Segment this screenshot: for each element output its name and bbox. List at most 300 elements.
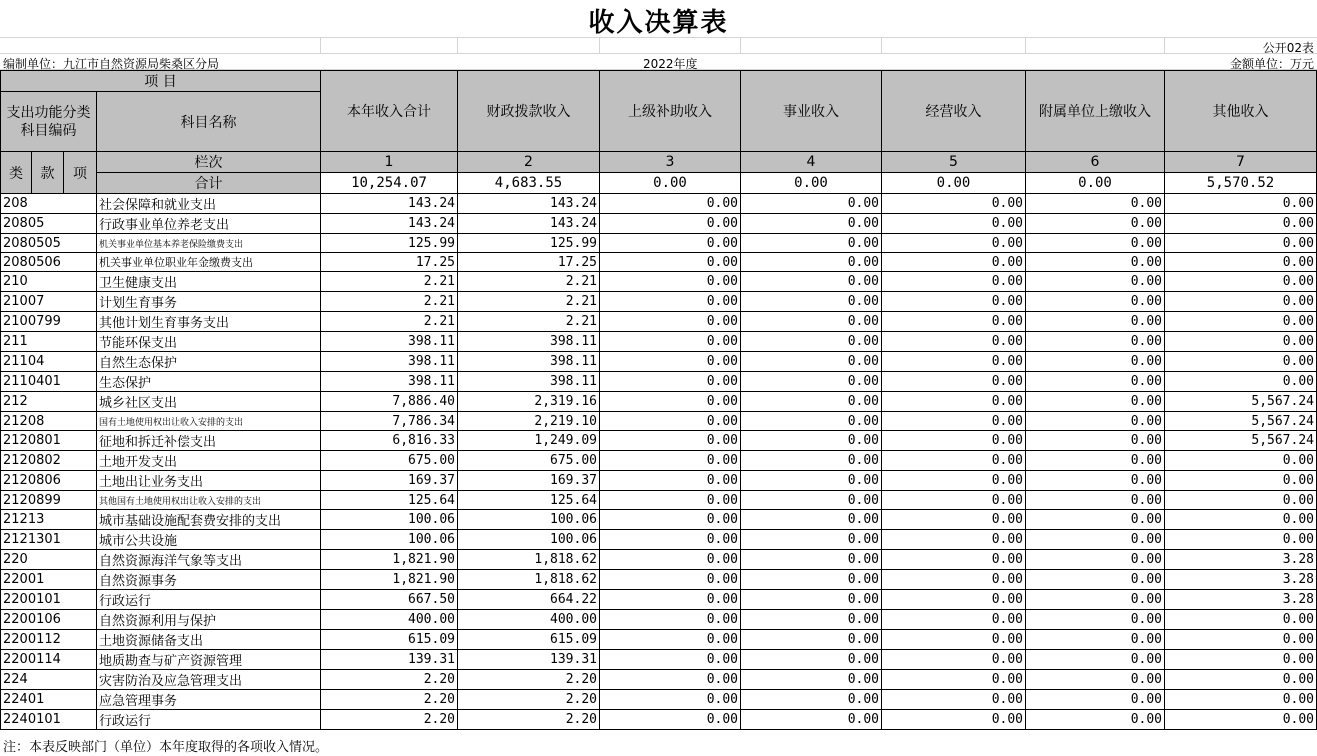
row-value: 100.06 — [321, 510, 458, 530]
row-value: 2.21 — [321, 312, 458, 332]
row-value: 0.00 — [1165, 194, 1317, 214]
row-name: 地质勘查与矿产资源管理 — [97, 650, 321, 670]
row-value: 0.00 — [1165, 292, 1317, 312]
row-code: 2120801 — [1, 431, 97, 451]
header-col-7: 其他收入 — [1165, 71, 1317, 152]
unit-row — [0, 54, 1317, 70]
row-code: 2200112 — [1, 630, 97, 650]
col-num-3: 3 — [600, 152, 741, 173]
row-value: 0.00 — [1165, 690, 1317, 710]
row-name: 计划生育事务 — [97, 292, 321, 312]
row-value: 0.00 — [741, 570, 882, 590]
row-code: 2200101 — [1, 590, 97, 610]
table-row — [1, 630, 1317, 650]
row-value: 0.00 — [882, 710, 1026, 730]
row-value: 675.00 — [458, 451, 600, 471]
total-value: 5,570.52 — [1165, 173, 1317, 194]
row-value: 2.20 — [458, 670, 600, 690]
row-value: 0.00 — [1165, 312, 1317, 332]
footnote: 注：本表反映部门（单位）本年度取得的各项收入情况。 — [3, 740, 329, 755]
row-value: 2.21 — [321, 272, 458, 292]
row-value: 0.00 — [741, 352, 882, 372]
col-num-5: 5 — [882, 152, 1026, 173]
row-value: 1,818.62 — [458, 550, 600, 570]
row-code: 2120802 — [1, 451, 97, 471]
row-value: 0.00 — [1026, 471, 1165, 491]
row-name: 其他国有土地使用权出让收入安排的支出 — [97, 491, 321, 510]
table-row — [1, 610, 1317, 630]
row-value: 0.00 — [1165, 332, 1317, 352]
row-value: 0.00 — [741, 491, 882, 510]
row-value: 0.00 — [1026, 670, 1165, 690]
row-value: 3.28 — [1165, 570, 1317, 590]
total-value: 0.00 — [1026, 173, 1165, 194]
row-value: 0.00 — [741, 372, 882, 392]
table-row — [1, 312, 1317, 332]
row-value: 0.00 — [1026, 610, 1165, 630]
table-row — [1, 590, 1317, 610]
row-value: 0.00 — [741, 194, 882, 214]
table-row — [1, 194, 1317, 214]
row-name: 城乡社区支出 — [97, 392, 321, 412]
row-name: 机关事业单位基本养老保险缴费支出 — [97, 234, 321, 253]
row-value: 0.00 — [600, 292, 741, 312]
row-value: 125.99 — [321, 234, 458, 253]
row-value: 398.11 — [321, 332, 458, 352]
col-num-2: 2 — [458, 152, 600, 173]
header-col-5: 经营收入 — [882, 71, 1026, 152]
row-value: 0.00 — [882, 650, 1026, 670]
row-name: 行政运行 — [97, 710, 321, 730]
row-value: 169.37 — [321, 471, 458, 491]
row-name: 应急管理事务 — [97, 690, 321, 710]
row-value: 0.00 — [882, 630, 1026, 650]
row-value: 0.00 — [1026, 650, 1165, 670]
row-code: 2200114 — [1, 650, 97, 670]
row-value: 0.00 — [1026, 392, 1165, 412]
row-code: 21208 — [1, 412, 97, 431]
row-value: 0.00 — [741, 670, 882, 690]
row-value: 0.00 — [1026, 214, 1165, 234]
table-row — [1, 570, 1317, 590]
row-value: 398.11 — [458, 372, 600, 392]
row-value: 0.00 — [1026, 292, 1165, 312]
row-value: 0.00 — [741, 234, 882, 253]
header-col-3: 上级补助收入 — [600, 71, 741, 152]
row-name: 城市公共设施 — [97, 530, 321, 550]
row-value: 169.37 — [458, 471, 600, 491]
row-value: 0.00 — [741, 451, 882, 471]
row-value: 139.31 — [458, 650, 600, 670]
total-value: 0.00 — [600, 173, 741, 194]
row-value: 0.00 — [741, 630, 882, 650]
row-value: 0.00 — [1026, 372, 1165, 392]
table-row — [1, 530, 1317, 550]
row-value: 5,567.24 — [1165, 392, 1317, 412]
row-code: 21007 — [1, 292, 97, 312]
row-value: 6,816.33 — [321, 431, 458, 451]
row-code: 2100799 — [1, 312, 97, 332]
row-name: 自然生态保护 — [97, 352, 321, 372]
col-num-7: 7 — [1165, 152, 1317, 173]
table-row — [1, 710, 1317, 730]
row-name: 土地开发支出 — [97, 451, 321, 471]
row-value: 0.00 — [741, 412, 882, 431]
row-code: 20805 — [1, 214, 97, 234]
row-value: 0.00 — [882, 610, 1026, 630]
row-value: 0.00 — [1026, 451, 1165, 471]
row-code: 208 — [1, 194, 97, 214]
row-value: 0.00 — [1026, 710, 1165, 730]
row-name: 行政事业单位养老支出 — [97, 214, 321, 234]
row-name: 机关事业单位职业年金缴费支出 — [97, 253, 321, 272]
row-value: 2.20 — [458, 690, 600, 710]
row-value: 7,886.40 — [321, 392, 458, 412]
row-code: 2080505 — [1, 234, 97, 253]
row-value: 0.00 — [1165, 272, 1317, 292]
row-value: 17.25 — [458, 253, 600, 272]
table-row — [1, 253, 1317, 272]
table-row — [1, 234, 1317, 253]
row-value: 0.00 — [882, 690, 1026, 710]
row-value: 2.20 — [321, 670, 458, 690]
row-value: 0.00 — [600, 451, 741, 471]
row-value: 0.00 — [882, 312, 1026, 332]
table-row — [1, 352, 1317, 372]
row-value: 0.00 — [741, 530, 882, 550]
table-row — [1, 214, 1317, 234]
total-value: 4,683.55 — [458, 173, 600, 194]
row-value: 0.00 — [1165, 670, 1317, 690]
row-code: 21104 — [1, 352, 97, 372]
row-value: 0.00 — [1026, 510, 1165, 530]
row-value: 0.00 — [882, 431, 1026, 451]
row-value: 100.06 — [458, 530, 600, 550]
row-value: 143.24 — [321, 194, 458, 214]
row-value: 0.00 — [600, 234, 741, 253]
total-label: 合计 — [97, 173, 321, 194]
row-value: 398.11 — [321, 372, 458, 392]
row-value: 400.00 — [321, 610, 458, 630]
col-num-6: 6 — [1026, 152, 1165, 173]
row-value: 0.00 — [600, 650, 741, 670]
row-value: 0.00 — [1165, 491, 1317, 510]
row-value: 0.00 — [1165, 214, 1317, 234]
row-value: 2.21 — [458, 312, 600, 332]
row-value: 0.00 — [1026, 332, 1165, 352]
title-row — [0, 0, 1317, 38]
row-name: 社会保障和就业支出 — [97, 194, 321, 214]
row-value: 0.00 — [1165, 451, 1317, 471]
row-value: 0.00 — [882, 332, 1026, 352]
row-value: 0.00 — [1026, 491, 1165, 510]
row-value: 0.00 — [882, 510, 1026, 530]
table-row — [1, 451, 1317, 471]
row-code: 210 — [1, 272, 97, 292]
row-value: 0.00 — [882, 550, 1026, 570]
row-value: 0.00 — [1026, 690, 1165, 710]
row-value: 0.00 — [741, 590, 882, 610]
row-value: 667.50 — [321, 590, 458, 610]
total-value: 10,254.07 — [321, 173, 458, 194]
table-row — [1, 292, 1317, 312]
row-value: 0.00 — [882, 372, 1026, 392]
row-value: 0.00 — [600, 530, 741, 550]
header-col-1: 本年收入合计 — [321, 71, 458, 152]
total-value: 0.00 — [882, 173, 1026, 194]
row-value: 0.00 — [741, 292, 882, 312]
row-name: 土地出让业务支出 — [97, 471, 321, 491]
row-value: 0.00 — [882, 392, 1026, 412]
row-value: 0.00 — [1165, 710, 1317, 730]
row-value: 0.00 — [741, 650, 882, 670]
table-body — [1, 194, 1317, 730]
row-value: 0.00 — [1165, 510, 1317, 530]
row-value: 0.00 — [741, 392, 882, 412]
row-value: 0.00 — [1026, 431, 1165, 451]
row-value: 100.06 — [458, 510, 600, 530]
table-row — [1, 670, 1317, 690]
row-value: 2.20 — [458, 710, 600, 730]
row-value: 0.00 — [882, 253, 1026, 272]
row-value: 3.28 — [1165, 590, 1317, 610]
row-value: 0.00 — [741, 471, 882, 491]
row-code: 2120806 — [1, 471, 97, 491]
row-value: 2.21 — [321, 292, 458, 312]
income-table — [0, 70, 1317, 730]
header-name: 科目名称 — [97, 92, 321, 152]
row-value: 5,567.24 — [1165, 412, 1317, 431]
row-code: 2200106 — [1, 610, 97, 630]
header-col-4: 事业收入 — [741, 71, 882, 152]
row-value: 139.31 — [321, 650, 458, 670]
row-code: 2240101 — [1, 710, 97, 730]
row-name: 其他计划生育事务支出 — [97, 312, 321, 332]
row-value: 398.11 — [458, 332, 600, 352]
table-row — [1, 332, 1317, 352]
row-value: 0.00 — [600, 372, 741, 392]
row-value: 0.00 — [1026, 630, 1165, 650]
row-value: 0.00 — [600, 590, 741, 610]
row-value: 0.00 — [1026, 550, 1165, 570]
row-name: 自然资源事务 — [97, 570, 321, 590]
row-value: 2.21 — [458, 292, 600, 312]
col-num-1: 1 — [321, 152, 458, 173]
col-num-4: 4 — [741, 152, 882, 173]
row-value: 0.00 — [600, 510, 741, 530]
row-value: 0.00 — [882, 451, 1026, 471]
row-value: 1,821.90 — [321, 550, 458, 570]
row-value: 3.28 — [1165, 550, 1317, 570]
row-value: 0.00 — [1165, 352, 1317, 372]
row-value: 0.00 — [600, 312, 741, 332]
row-value: 0.00 — [600, 471, 741, 491]
row-value: 0.00 — [1165, 650, 1317, 670]
row-value: 1,249.09 — [458, 431, 600, 451]
row-name: 城市基础设施配套费安排的支出 — [97, 510, 321, 530]
row-value: 0.00 — [1026, 530, 1165, 550]
form-number: 公开02表 — [1262, 41, 1314, 55]
row-value: 0.00 — [741, 690, 882, 710]
row-code: 22401 — [1, 690, 97, 710]
row-name: 土地资源储备支出 — [97, 630, 321, 650]
fiscal-year: 2022年度 — [643, 57, 698, 71]
row-value: 615.09 — [458, 630, 600, 650]
row-value: 100.06 — [321, 530, 458, 550]
row-code: 2120899 — [1, 491, 97, 510]
header-code-group: 支出功能分类科目编码 — [1, 92, 97, 152]
row-value: 0.00 — [1165, 234, 1317, 253]
row-value: 0.00 — [600, 550, 741, 570]
header-xiang: 项 — [64, 152, 97, 194]
row-value: 398.11 — [321, 352, 458, 372]
row-value: 0.00 — [1026, 590, 1165, 610]
row-value: 143.24 — [321, 214, 458, 234]
table-row — [1, 491, 1317, 510]
header-col-6: 附属单位上缴收入 — [1026, 71, 1165, 152]
row-value: 0.00 — [741, 272, 882, 292]
row-value: 0.00 — [600, 670, 741, 690]
row-code: 212 — [1, 392, 97, 412]
row-value: 0.00 — [1026, 352, 1165, 372]
row-value: 0.00 — [600, 491, 741, 510]
row-value: 0.00 — [741, 214, 882, 234]
total-value: 0.00 — [741, 173, 882, 194]
table-row — [1, 650, 1317, 670]
table-row — [1, 471, 1317, 491]
row-name: 行政运行 — [97, 590, 321, 610]
row-value: 0.00 — [600, 194, 741, 214]
row-value: 0.00 — [1026, 272, 1165, 292]
row-value: 0.00 — [882, 491, 1026, 510]
row-value: 0.00 — [1165, 610, 1317, 630]
row-value: 0.00 — [741, 510, 882, 530]
row-value: 0.00 — [600, 710, 741, 730]
row-name: 灾害防治及应急管理支出 — [97, 670, 321, 690]
row-value: 0.00 — [882, 471, 1026, 491]
row-value: 0.00 — [1026, 234, 1165, 253]
row-value: 0.00 — [1165, 253, 1317, 272]
row-value: 0.00 — [1026, 412, 1165, 431]
row-value: 1,818.62 — [458, 570, 600, 590]
row-name: 节能环保支出 — [97, 332, 321, 352]
table-row — [1, 431, 1317, 451]
row-value: 0.00 — [1165, 630, 1317, 650]
row-value: 664.22 — [458, 590, 600, 610]
row-value: 0.00 — [600, 253, 741, 272]
row-value: 400.00 — [458, 610, 600, 630]
row-name: 自然资源海洋气象等支出 — [97, 550, 321, 570]
row-value: 0.00 — [1165, 530, 1317, 550]
row-value: 0.00 — [1165, 372, 1317, 392]
header-item: 项 目 — [1, 71, 321, 92]
row-value: 0.00 — [882, 352, 1026, 372]
amount-unit: 金额单位：万元 — [1229, 57, 1314, 71]
table-row — [1, 550, 1317, 570]
row-value: 0.00 — [741, 332, 882, 352]
row-name: 自然资源利用与保护 — [97, 610, 321, 630]
row-value: 143.24 — [458, 194, 600, 214]
row-value: 675.00 — [321, 451, 458, 471]
row-value: 125.64 — [458, 491, 600, 510]
row-value: 0.00 — [882, 214, 1026, 234]
table-row — [1, 372, 1317, 392]
row-value: 0.00 — [741, 312, 882, 332]
row-value: 1,821.90 — [321, 570, 458, 590]
row-value: 0.00 — [882, 570, 1026, 590]
row-value: 0.00 — [882, 194, 1026, 214]
row-code: 2080506 — [1, 253, 97, 272]
row-code: 2110401 — [1, 372, 97, 392]
row-value: 125.64 — [321, 491, 458, 510]
row-value: 0.00 — [882, 670, 1026, 690]
row-value: 0.00 — [882, 412, 1026, 431]
row-code: 21213 — [1, 510, 97, 530]
header-lei: 类 — [1, 152, 32, 194]
row-value: 2,219.10 — [458, 412, 600, 431]
row-value: 0.00 — [600, 392, 741, 412]
row-value: 2,319.16 — [458, 392, 600, 412]
row-value: 0.00 — [882, 530, 1026, 550]
row-value: 5,567.24 — [1165, 431, 1317, 451]
row-value: 0.00 — [600, 690, 741, 710]
row-code: 2121301 — [1, 530, 97, 550]
row-value: 0.00 — [600, 570, 741, 590]
row-value: 0.00 — [882, 292, 1026, 312]
row-value: 0.00 — [600, 352, 741, 372]
row-code: 22001 — [1, 570, 97, 590]
row-value: 125.99 — [458, 234, 600, 253]
row-value: 615.09 — [321, 630, 458, 650]
form-no-row — [0, 38, 1317, 54]
row-value: 2.21 — [458, 272, 600, 292]
table-row — [1, 412, 1317, 431]
row-value: 0.00 — [741, 253, 882, 272]
table-row — [1, 272, 1317, 292]
row-value: 0.00 — [741, 550, 882, 570]
row-value: 0.00 — [1026, 570, 1165, 590]
row-code: 211 — [1, 332, 97, 352]
row-value: 0.00 — [600, 332, 741, 352]
row-value: 7,786.34 — [321, 412, 458, 431]
row-value: 0.00 — [600, 214, 741, 234]
row-value: 0.00 — [882, 590, 1026, 610]
row-value: 0.00 — [1026, 312, 1165, 332]
row-value: 0.00 — [882, 234, 1026, 253]
row-value: 143.24 — [458, 214, 600, 234]
row-value: 0.00 — [600, 610, 741, 630]
row-code: 224 — [1, 670, 97, 690]
row-value: 0.00 — [600, 272, 741, 292]
row-name: 生态保护 — [97, 372, 321, 392]
row-value: 0.00 — [882, 272, 1026, 292]
row-code: 220 — [1, 550, 97, 570]
row-value: 2.20 — [321, 690, 458, 710]
table-row — [1, 392, 1317, 412]
table-row — [1, 690, 1317, 710]
row-value: 17.25 — [321, 253, 458, 272]
row-name: 征地和拆迁补偿支出 — [97, 431, 321, 451]
row-value: 0.00 — [741, 610, 882, 630]
header-col-2: 财政拨款收入 — [458, 71, 600, 152]
row-value: 0.00 — [600, 630, 741, 650]
row-value: 0.00 — [1026, 253, 1165, 272]
row-value: 0.00 — [1165, 471, 1317, 491]
header-lanci: 栏次 — [97, 152, 321, 173]
row-value: 0.00 — [741, 431, 882, 451]
header-kuan: 款 — [32, 152, 64, 194]
row-value: 0.00 — [1026, 194, 1165, 214]
